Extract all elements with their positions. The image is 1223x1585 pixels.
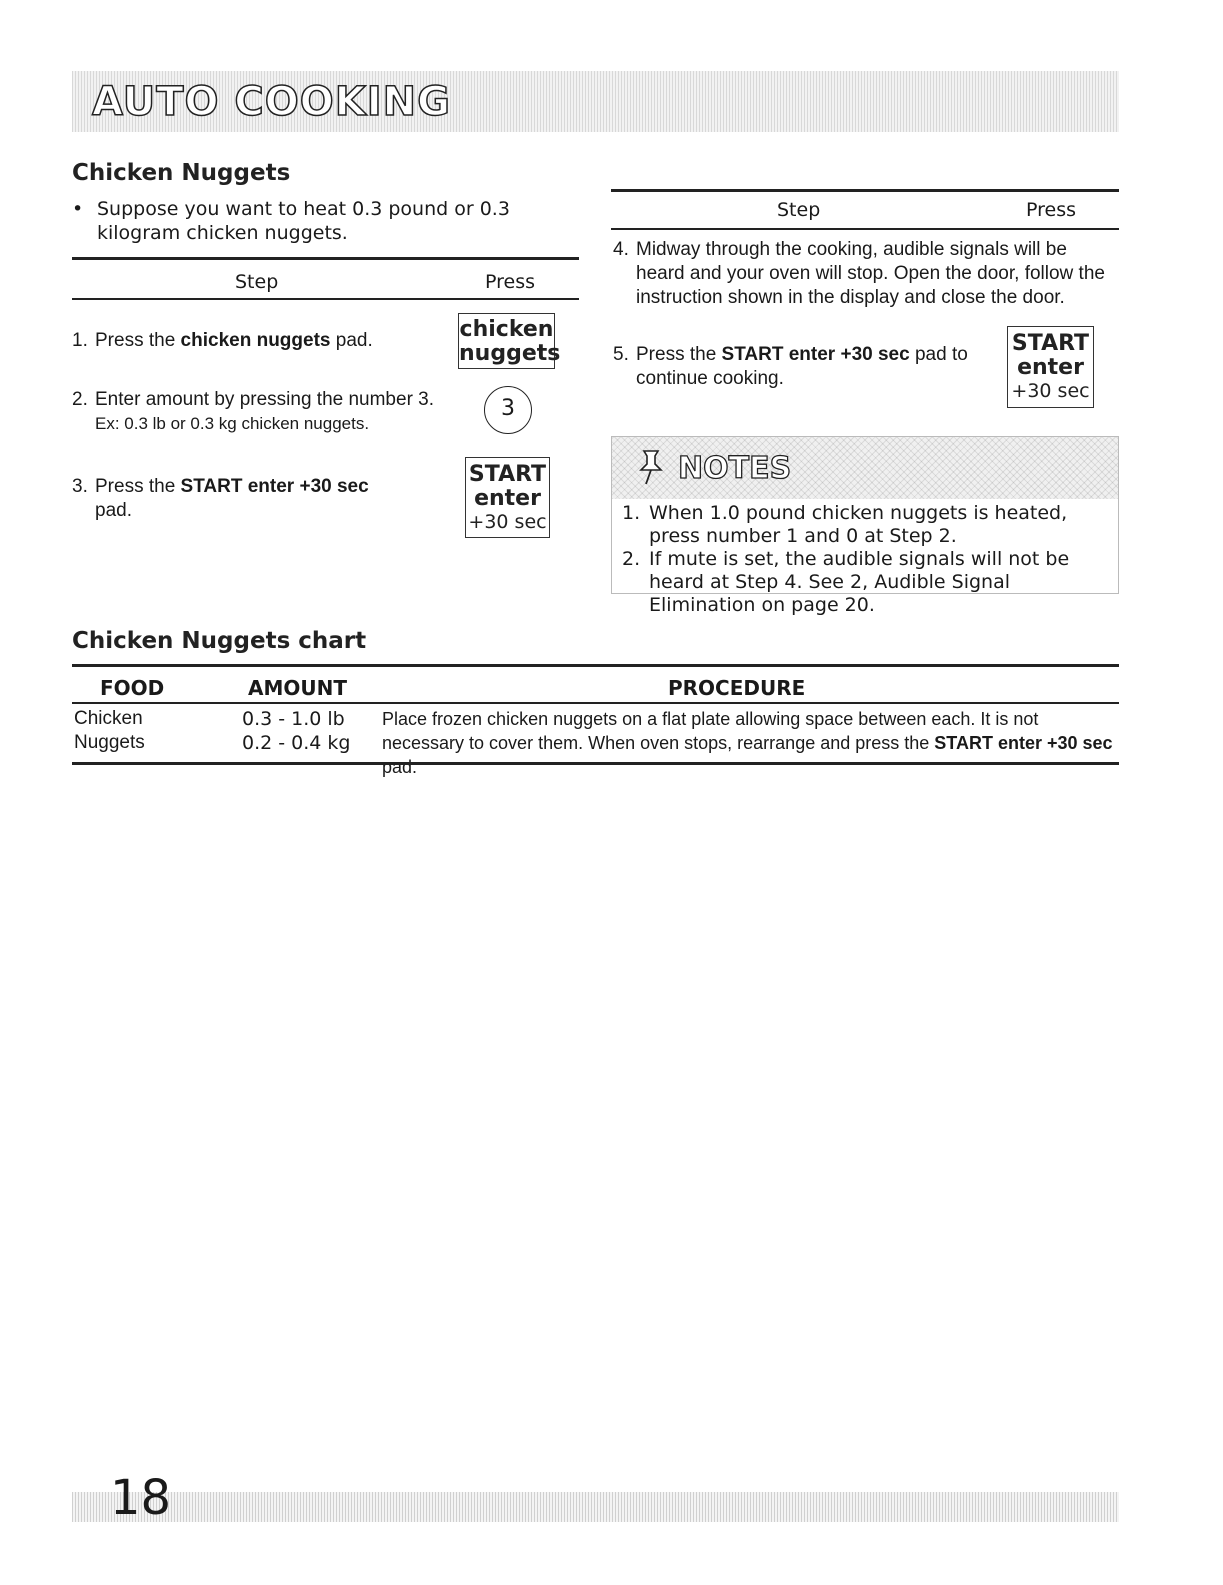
- right-table-header-rule: [611, 228, 1119, 230]
- step-column-header: Step: [235, 271, 279, 293]
- pad-label: START: [468, 462, 547, 487]
- footer-bar: [72, 1492, 1119, 1522]
- step-text: Press the: [95, 476, 181, 497]
- start-key-name: START enter +30 sec: [934, 733, 1113, 753]
- step-number: 1.: [72, 330, 88, 351]
- amount-cell: [242, 707, 382, 755]
- number-3-key: 3: [484, 386, 532, 434]
- notes-box: [611, 436, 1119, 616]
- food-column-header: FOOD: [100, 676, 165, 700]
- pad-label: chicken: [459, 317, 554, 342]
- note-item: [622, 502, 1112, 548]
- step-example: Ex: 0.3 lb or 0.3 kg chicken nuggets.: [95, 414, 370, 433]
- pad-label: enter: [1017, 355, 1084, 380]
- pad-label: START: [1011, 331, 1090, 356]
- step-text: Midway through the cooking, audible signals will be heard and your oven will stop. Open the door, follow the instruction shown in the display and close the door.: [636, 239, 1105, 308]
- notes-title: NOTES: [678, 451, 792, 486]
- step-text: Press the: [636, 344, 722, 365]
- bullet-marker: •: [72, 198, 84, 220]
- note-text: When 1.0 pound chicken nuggets is heated, press number 1 and 0 at Step 2.: [649, 502, 1068, 547]
- step-3: [72, 475, 432, 523]
- note-number: 1.: [622, 502, 641, 524]
- table-top-rule: [72, 257, 579, 260]
- step-text: pad.: [330, 330, 373, 351]
- step-number: 3.: [72, 476, 88, 497]
- step-key-name: chicken nuggets: [180, 330, 331, 351]
- section-title: Chicken Nuggets: [72, 160, 291, 186]
- step-text: Enter amount by pressing the number 3.: [95, 389, 435, 410]
- press-column-header: Press: [485, 271, 536, 293]
- pad-label: +30 sec: [1011, 380, 1090, 402]
- table-header-rule: [72, 298, 579, 300]
- header-banner: [72, 71, 1119, 132]
- step-2: [72, 388, 452, 436]
- note-item: [622, 548, 1112, 617]
- pushpin-icon: [634, 447, 668, 487]
- pad-label: +30 sec: [468, 511, 547, 533]
- procedure-cell: [382, 707, 1119, 779]
- intro-bullet: [72, 197, 582, 245]
- procedure-column-header: PROCEDURE: [668, 676, 806, 700]
- start-pad: [465, 457, 550, 538]
- step-number: 4.: [613, 239, 629, 260]
- start-pad: [1007, 326, 1094, 408]
- chart-header-rule: [72, 702, 1119, 704]
- cell-text: Chicken: [74, 708, 143, 729]
- step-number: 5.: [613, 344, 629, 365]
- chart-title: Chicken Nuggets chart: [72, 628, 367, 654]
- page-number: 18: [110, 1470, 172, 1526]
- cell-text: 0.3 - 1.0 lb: [242, 708, 345, 730]
- step-1: [72, 329, 432, 353]
- right-table-top-rule: [611, 189, 1119, 192]
- step-key-name: START enter +30 sec: [721, 344, 910, 365]
- step-4: [613, 238, 1119, 310]
- pad-label: enter: [474, 486, 541, 511]
- cell-text: 0.2 - 0.4 kg: [242, 732, 351, 754]
- amount-column-header: AMOUNT: [248, 676, 348, 700]
- chart-top-rule: [72, 664, 1119, 667]
- step-column-header: Step: [777, 199, 821, 221]
- notes-header: [612, 437, 1118, 499]
- step-key-name: START enter +30 sec: [180, 476, 369, 497]
- press-column-header: Press: [1026, 199, 1077, 221]
- step-text: pad to continue cooking.: [636, 344, 968, 389]
- step-number: 2.: [72, 389, 88, 410]
- step-text: Press the: [95, 330, 181, 351]
- intro-text: Suppose you want to heat 0.3 pound or 0.3 kilogram chicken nuggets.: [97, 198, 510, 244]
- cell-text: pad.: [382, 757, 418, 777]
- pad-label: nuggets: [459, 341, 561, 366]
- chicken-nuggets-pad: [458, 313, 561, 369]
- chart-bottom-rule: [72, 762, 1119, 765]
- step-5: [613, 343, 988, 391]
- step-text: pad.: [95, 500, 132, 521]
- note-text: If mute is set, the audible signals will not be heard at Step 4. See 2, Audible Signal Elimination on page 20.: [649, 548, 1070, 616]
- note-number: 2.: [622, 548, 641, 570]
- food-cell: [74, 707, 224, 755]
- page-title: AUTO COOKING: [92, 79, 451, 125]
- cell-text: Place frozen chicken nuggets on a flat plate allowing space between each. It is not necessary to cover them. When oven stops, rearrange and press the: [382, 709, 1039, 753]
- cell-text: Nuggets: [74, 732, 145, 753]
